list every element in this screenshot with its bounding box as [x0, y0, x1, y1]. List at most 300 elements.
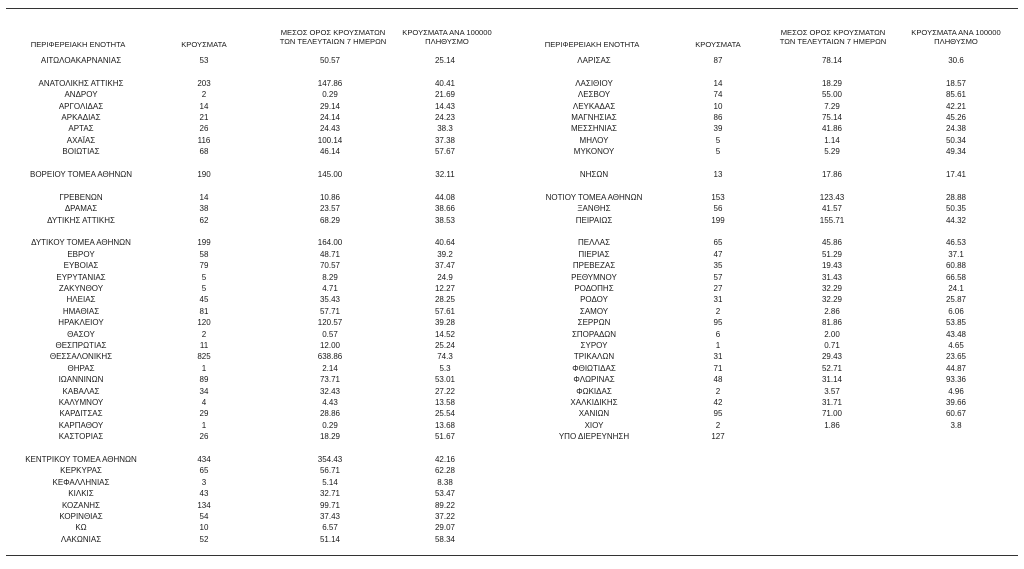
cell-region: ΣΕΡΡΩΝ [577, 318, 611, 328]
cell-region: ΑΡΤΑΣ [68, 124, 94, 134]
cell-region: ΠΡΕΒΕΖΑΣ [572, 261, 616, 271]
table-row [0, 283, 510, 294]
cell-per100k: 28.25 [434, 295, 456, 305]
cell-per100k: 27.22 [434, 386, 456, 396]
table-row [0, 488, 510, 499]
cell-cases: 62 [199, 215, 209, 225]
cell-avg7: 28.86 [319, 409, 341, 419]
table-row [0, 203, 510, 214]
cell-avg7: 4.43 [322, 398, 338, 407]
table-row [0, 329, 510, 340]
cell-cases: 2 [715, 386, 721, 396]
table-row [512, 340, 1024, 351]
cell-cases: 120 [197, 318, 211, 328]
cell-per100k: 17.41 [945, 170, 967, 179]
cell-avg7: 0.57 [322, 329, 338, 339]
table-row [0, 465, 510, 476]
cell-cases: 4 [201, 398, 207, 407]
cell-avg7: 50.57 [319, 56, 341, 65]
cell-avg7: 55.00 [821, 90, 843, 100]
cell-per100k: 21.69 [434, 90, 456, 100]
table-row [512, 192, 1024, 203]
cell-cases: 74 [713, 90, 723, 100]
cell-cases: 35 [713, 261, 723, 271]
cell-cases: 52 [199, 534, 209, 544]
cell-cases: 127 [711, 432, 725, 442]
table-row [512, 283, 1024, 294]
cell-per100k: 38.66 [434, 204, 456, 214]
cell-per100k: 43.48 [945, 329, 967, 339]
cell-region: ΣΥΡΟΥ [580, 341, 608, 350]
cell-cases: 29 [199, 409, 209, 419]
table-row [512, 146, 1024, 157]
table-row [512, 89, 1024, 100]
table-row [0, 397, 510, 408]
cell-avg7: 12.00 [319, 341, 341, 350]
cell-avg7: 78.14 [821, 56, 843, 65]
cell-avg7: 32.29 [821, 284, 843, 293]
cell-avg7: 73.71 [319, 375, 341, 385]
cell-cases: 5 [201, 272, 207, 282]
cell-cases: 116 [197, 135, 211, 145]
cell-region: ΔΥΤΙΚΗΣ ΑΤΤΙΚΗΣ [47, 215, 115, 225]
cell-region: ΛΕΥΚΑΔΑΣ [572, 101, 616, 111]
table-row [0, 249, 510, 260]
cell-cases: 57 [713, 272, 723, 282]
cell-region: ΚΑΡΔΙΤΣΑΣ [59, 409, 103, 419]
cell-avg7: 51.14 [319, 534, 341, 544]
table-row [512, 317, 1024, 328]
cell-avg7: 3.57 [824, 386, 840, 396]
cell-region: ΚΑΣΤΟΡΙΑΣ [58, 432, 104, 442]
cell-cases: 34 [199, 386, 209, 396]
cell-avg7: 32.43 [319, 386, 341, 396]
cell-cases: 68 [199, 147, 209, 157]
cell-per100k: 37.38 [434, 135, 456, 145]
cell-region: ΧΙΟΥ [584, 420, 604, 430]
cell-per100k: 57.67 [434, 147, 456, 157]
cell-per100k: 53.85 [945, 318, 967, 328]
cell-per100k: 25.14 [434, 56, 456, 65]
table-row [512, 408, 1024, 419]
header-per100k: ΚΡΟΥΣΜΑΤΑ ΑΝΑ 100000 ΠΛΗΘΥΣΜΟ [402, 28, 492, 46]
cell-cases: 79 [199, 261, 209, 271]
cell-avg7: 81.86 [821, 318, 843, 328]
cell-cases: 39 [713, 124, 723, 134]
cell-cases: 10 [713, 101, 723, 111]
cell-avg7: 10.86 [319, 192, 341, 202]
table-row [0, 272, 510, 283]
cell-region: ΜΗΛΟΥ [579, 135, 609, 145]
cell-region: ΒΟΙΩΤΙΑΣ [62, 147, 100, 157]
cell-cases: 14 [199, 192, 209, 202]
cell-cases: 65 [713, 238, 723, 248]
table-row [0, 146, 510, 157]
cell-avg7: 2.86 [824, 306, 840, 316]
table-row [512, 306, 1024, 317]
cell-cases: 21 [199, 113, 209, 122]
cell-region: ΔΥΤΙΚΟΥ ΤΟΜΕΑ ΑΘΗΝΩΝ [31, 238, 131, 248]
cell-per100k: 8.38 [437, 477, 453, 487]
cell-per100k: 39.66 [945, 398, 967, 407]
table-row [0, 408, 510, 419]
table-row [0, 89, 510, 100]
table-row [512, 272, 1024, 283]
cell-per100k: 44.32 [945, 215, 967, 225]
cell-avg7: 32.29 [821, 295, 843, 305]
cell-region: ΑΙΤΩΛΟΑΚΑΡΝΑΝΙΑΣ [40, 56, 122, 65]
cell-region: ΜΕΣΣΗΝΙΑΣ [571, 124, 617, 134]
cell-avg7: 29.14 [319, 101, 341, 111]
cell-cases: 153 [711, 192, 725, 202]
cell-cases: 42 [713, 398, 723, 407]
cell-region: ΚΕΡΚΥΡΑΣ [60, 466, 102, 476]
cell-cases: 199 [197, 238, 211, 248]
cell-per100k: 28.88 [945, 192, 967, 202]
cell-cases: 26 [199, 124, 209, 134]
cell-avg7: 70.57 [319, 261, 341, 271]
table-row [0, 363, 510, 374]
table-row [512, 329, 1024, 340]
table-row [0, 477, 510, 488]
cell-region: ΚΑΡΠΑΘΟΥ [58, 420, 104, 430]
cell-cases: 10 [199, 523, 209, 533]
cell-region: ΚΑΒΑΛΑΣ [62, 386, 100, 396]
cell-cases: 13 [713, 170, 723, 179]
table-row [0, 420, 510, 431]
table-row [512, 397, 1024, 408]
cell-per100k: 50.35 [945, 204, 967, 214]
table-row [0, 511, 510, 522]
cell-per100k: 29.07 [434, 523, 456, 533]
cell-cases: 95 [713, 318, 723, 328]
table-row [512, 101, 1024, 112]
table-row [512, 420, 1024, 431]
table-row [0, 374, 510, 385]
cell-per100k: 42.21 [945, 101, 967, 111]
cell-avg7: 99.71 [319, 500, 341, 510]
cell-cases: 65 [199, 466, 209, 476]
cell-region: ΚΩ [75, 523, 87, 533]
cell-cases: 134 [197, 500, 211, 510]
cell-cases: 1 [201, 363, 207, 373]
cell-avg7: 37.43 [319, 512, 341, 521]
cell-per100k: 40.64 [434, 238, 456, 248]
table-row [512, 55, 1024, 66]
cell-per100k: 3.8 [950, 420, 962, 430]
cell-region: ΧΑΛΚΙΔΙΚΗΣ [570, 398, 618, 407]
table-row [512, 237, 1024, 248]
cell-region: ΦΘΙΩΤΙΔΑΣ [572, 363, 616, 373]
cell-cases: 58 [199, 249, 209, 259]
table-row [512, 169, 1024, 180]
cell-per100k: 24.23 [434, 113, 456, 122]
cell-per100k: 57.61 [434, 306, 456, 316]
table-row [0, 215, 510, 226]
table-row [512, 249, 1024, 260]
cell-per100k: 37.47 [434, 261, 456, 271]
cell-per100k: 51.67 [434, 432, 456, 442]
cell-avg7: 41.86 [821, 124, 843, 134]
cell-per100k: 60.88 [945, 261, 967, 271]
cell-avg7: 354.43 [317, 455, 343, 464]
cell-region: ΡΟΔΟΥ [580, 295, 608, 305]
table-row [512, 123, 1024, 134]
cell-cases: 1 [201, 420, 207, 430]
table-right-half [512, 0, 1024, 569]
cell-region: ΑΡΚΑΔΙΑΣ [61, 113, 101, 122]
cell-region: ΕΒΡΟΥ [67, 249, 95, 259]
cell-per100k: 39.2 [437, 249, 453, 259]
cell-cases: 2 [201, 329, 207, 339]
cell-region: ΑΝΔΡΟΥ [64, 90, 98, 100]
cell-cases: 434 [197, 455, 211, 464]
cell-per100k: 42.16 [434, 455, 456, 464]
table-row [512, 135, 1024, 146]
cell-per100k: 24.1 [948, 284, 964, 293]
cell-per100k: 60.67 [945, 409, 967, 419]
header-region: ΠΕΡΙΦΕΡΕΙΑΚΗ ΕΝΟΤΗΤΑ [30, 40, 126, 49]
cell-cases: 14 [199, 101, 209, 111]
cell-per100k: 38.53 [434, 215, 456, 225]
cell-cases: 199 [711, 215, 725, 225]
header-region: ΠΕΡΙΦΕΡΕΙΑΚΗ ΕΝΟΤΗΤΑ [544, 40, 640, 49]
cell-avg7: 2.14 [322, 363, 338, 373]
table-row [0, 78, 510, 89]
cell-cases: 11 [199, 341, 209, 350]
cell-region: ΡΕΘΥΜΝΟΥ [571, 272, 617, 282]
cell-cases: 45 [199, 295, 209, 305]
cell-per100k: 74.3 [437, 352, 453, 362]
table-row [512, 431, 1024, 442]
cell-per100k: 46.53 [945, 238, 967, 248]
cell-region: ΗΜΑΘΙΑΣ [62, 306, 100, 316]
cell-per100k: 13.68 [434, 420, 456, 430]
cell-region: ΡΟΔΟΠΗΣ [574, 284, 614, 293]
cell-avg7: 18.29 [319, 432, 341, 442]
table-row [512, 112, 1024, 123]
table-row [512, 78, 1024, 89]
cell-per100k: 50.34 [945, 135, 967, 145]
table-row [0, 522, 510, 533]
cell-cases: 825 [197, 352, 211, 362]
table-row [0, 500, 510, 511]
cell-per100k: 37.1 [948, 249, 964, 259]
cell-per100k: 23.65 [945, 352, 967, 362]
cell-cases: 2 [201, 90, 207, 100]
cell-avg7: 18.29 [821, 78, 843, 88]
cell-avg7: 17.86 [821, 170, 843, 179]
cell-avg7: 5.29 [824, 147, 840, 157]
cell-per100k: 93.36 [945, 375, 967, 385]
header-per100k: ΚΡΟΥΣΜΑΤΑ ΑΝΑ 100000 ΠΛΗΘΥΣΜΟ [911, 28, 1001, 46]
table-row [0, 237, 510, 248]
cell-avg7: 19.43 [821, 261, 843, 271]
cell-region: ΥΠΟ ΔΙΕΡΕΥΝΗΣΗ [558, 432, 630, 442]
table-row [0, 431, 510, 442]
cell-region: ΚΙΛΚΙΣ [68, 489, 94, 499]
table-row [512, 386, 1024, 397]
cell-cases: 2 [715, 306, 721, 316]
cell-region: ΛΑΣΙΘΙΟΥ [575, 78, 613, 88]
cell-region: ΠΕΛΛΑΣ [577, 238, 611, 248]
cell-region: ΦΛΩΡΙΝΑΣ [573, 375, 615, 385]
cell-per100k: 12.27 [434, 284, 456, 293]
header-avg7: ΜΕΣΟΣ ΟΡΟΣ ΚΡΟΥΣΜΑΤΩΝ ΤΩΝ ΤΕΛΕΥΤΑΙΩΝ 7 ΗΜΕΡΩΝ [279, 28, 387, 46]
cell-avg7: 24.14 [319, 113, 341, 122]
cell-avg7: 7.29 [824, 101, 840, 111]
cell-avg7: 31.43 [821, 272, 843, 282]
header-cases: ΚΡΟΥΣΜΑΤΑ [181, 40, 227, 49]
cell-cases: 6 [715, 329, 721, 339]
cell-avg7: 32.71 [319, 489, 341, 499]
cell-per100k: 39.28 [434, 318, 456, 328]
cell-region: ΣΑΜΟΥ [579, 306, 609, 316]
cell-per100k: 13.58 [434, 398, 456, 407]
cell-cases: 5 [715, 135, 721, 145]
cell-per100k: 14.43 [434, 101, 456, 111]
cell-region: ΠΙΕΡΙΑΣ [578, 249, 610, 259]
cell-region: ΚΟΖΑΝΗΣ [61, 500, 101, 510]
cell-cases: 203 [197, 78, 211, 88]
cell-per100k: 4.96 [948, 386, 964, 396]
table-row [512, 260, 1024, 271]
cell-avg7: 0.29 [322, 90, 338, 100]
table-row [0, 123, 510, 134]
cell-region: ΘΑΣΟΥ [67, 329, 95, 339]
cell-cases: 27 [713, 284, 723, 293]
cell-region: ΣΠΟΡΑΔΩΝ [571, 329, 617, 339]
table-row [0, 317, 510, 328]
cell-per100k: 89.22 [434, 500, 456, 510]
table-row [512, 351, 1024, 362]
cell-cases: 3 [201, 477, 207, 487]
cell-per100k: 85.61 [945, 90, 967, 100]
cell-avg7: 155.71 [819, 215, 845, 225]
cell-cases: 89 [199, 375, 209, 385]
cell-avg7: 68.29 [319, 215, 341, 225]
cell-cases: 1 [715, 341, 721, 350]
cell-region: ΘΕΣΠΡΩΤΙΑΣ [55, 341, 107, 350]
cell-avg7: 4.71 [322, 284, 338, 293]
cell-per100k: 25.24 [434, 341, 456, 350]
cell-avg7: 46.14 [319, 147, 341, 157]
table-row [0, 101, 510, 112]
cell-region: ΕΥΡΥΤΑΝΙΑΣ [56, 272, 106, 282]
table-row [0, 454, 510, 465]
cell-cases: 5 [715, 147, 721, 157]
cell-avg7: 41.57 [821, 204, 843, 214]
cell-avg7: 0.71 [824, 341, 840, 350]
cell-cases: 31 [713, 295, 723, 305]
cell-avg7: 52.71 [821, 363, 843, 373]
cell-region: ΛΕΣΒΟΥ [577, 90, 611, 100]
cell-avg7: 123.43 [819, 192, 845, 202]
table-row [0, 169, 510, 180]
cell-per100k: 30.6 [948, 56, 964, 65]
cell-cases: 48 [713, 375, 723, 385]
cell-per100k: 53.01 [434, 375, 456, 385]
cell-cases: 190 [197, 170, 211, 179]
cell-per100k: 25.87 [945, 295, 967, 305]
cell-region: ΤΡΙΚΑΛΩΝ [573, 352, 615, 362]
cell-per100k: 18.57 [945, 78, 967, 88]
cell-cases: 54 [199, 512, 209, 521]
cell-per100k: 32.11 [435, 170, 455, 179]
table-row [0, 112, 510, 123]
cell-per100k: 6.06 [948, 306, 964, 316]
cell-avg7: 51.29 [821, 249, 843, 259]
cell-region: ΘΕΣΣΑΛΟΝΙΚΗΣ [49, 352, 113, 362]
table-row [512, 363, 1024, 374]
cell-avg7: 1.86 [824, 420, 840, 430]
header-cases: ΚΡΟΥΣΜΑΤΑ [695, 40, 741, 49]
cell-per100k: 37.22 [434, 512, 456, 521]
table-row [512, 203, 1024, 214]
cell-avg7: 31.14 [821, 375, 843, 385]
table-row [0, 260, 510, 271]
cell-region: ΓΡΕΒΕΝΩΝ [59, 192, 103, 202]
cell-per100k: 66.58 [945, 272, 967, 282]
cell-avg7: 45.86 [821, 238, 843, 248]
cell-avg7: 1.14 [824, 135, 840, 145]
table-row [512, 215, 1024, 226]
cell-region: ΚΑΛΥΜΝΟΥ [58, 398, 104, 407]
table-row [0, 340, 510, 351]
cell-avg7: 23.57 [319, 204, 341, 214]
cell-region: ΜΑΓΝΗΣΙΑΣ [571, 113, 617, 122]
table-row [0, 135, 510, 146]
cell-cases: 95 [713, 409, 723, 419]
cell-cases: 81 [199, 306, 209, 316]
cell-per100k: 49.34 [945, 147, 967, 157]
cell-region: ΧΑΝΙΩΝ [578, 409, 610, 419]
cell-region: ΘΗΡΑΣ [67, 363, 95, 373]
cell-cases: 86 [713, 113, 723, 122]
cell-avg7: 24.43 [319, 124, 341, 134]
cell-cases: 14 [713, 78, 723, 88]
cell-region: ΕΥΒΟΙΑΣ [63, 261, 99, 271]
cell-region: ΛΑΡΙΣΑΣ [577, 56, 611, 65]
cell-region: ΗΡΑΚΛΕΙΟΥ [58, 318, 104, 328]
cell-cases: 47 [713, 249, 723, 259]
cell-cases: 87 [713, 56, 723, 65]
cell-avg7: 6.57 [322, 523, 338, 533]
cell-cases: 43 [199, 489, 209, 499]
table-row [0, 351, 510, 362]
cell-cases: 2 [715, 420, 721, 430]
cell-region: ΒΟΡΕΙΟΥ ΤΟΜΕΑ ΑΘΗΝΩΝ [29, 170, 133, 179]
cell-avg7: 164.00 [317, 238, 343, 248]
cell-per100k: 44.08 [434, 192, 456, 202]
cell-avg7: 145.00 [317, 170, 343, 179]
cell-region: ΜΥΚΟΝΟΥ [573, 147, 615, 157]
cell-cases: 31 [713, 352, 723, 362]
table-row [512, 294, 1024, 305]
cell-avg7: 120.57 [317, 318, 343, 328]
cell-region: ΑΝΑΤΟΛΙΚΗΣ ΑΤΤΙΚΗΣ [38, 78, 124, 88]
table-row [0, 192, 510, 203]
cell-region: ΖΑΚΥΝΘΟΥ [58, 284, 104, 293]
cell-avg7: 29.43 [821, 352, 843, 362]
cell-region: ΦΩΚΙΔΑΣ [576, 386, 612, 396]
cell-per100k: 58.34 [434, 534, 456, 544]
cell-region: ΑΡΓΟΛΙΔΑΣ [58, 101, 104, 111]
cell-avg7: 35.43 [319, 295, 341, 305]
cell-per100k: 25.54 [434, 409, 456, 419]
table-row [0, 534, 510, 545]
bottom-rule [6, 555, 1018, 556]
